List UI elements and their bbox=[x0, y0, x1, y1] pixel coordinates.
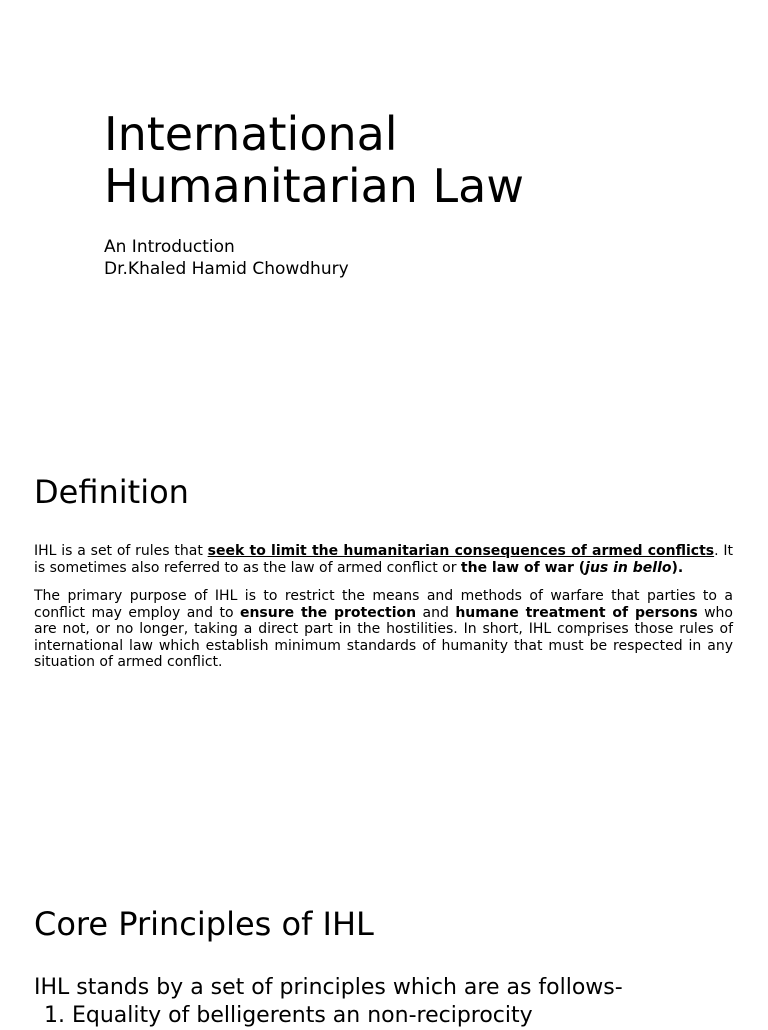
core-principles-intro: IHL stands by a set of principles which are as follows- bbox=[34, 975, 623, 1000]
def-p1-bold-law-of-war: the law of war ( bbox=[460, 559, 586, 576]
core-principles-body bbox=[34, 974, 733, 1030]
def-p2-text-2: and bbox=[416, 604, 456, 621]
subtitle bbox=[104, 236, 724, 280]
def-p2-text-3: who are not, or no longer, taking a direct part in the hostilities. In short, IHL comprises those rules of international law which establish minimum standards of humanity that must be respected in any situation of armed conflict. bbox=[34, 604, 733, 670]
def-p1-bold-underline: seek to limit the humanitarian consequences of armed conflicts bbox=[207, 543, 715, 559]
document-title bbox=[104, 108, 724, 212]
title-slide bbox=[104, 108, 724, 280]
core-principles-list bbox=[34, 1002, 733, 1030]
def-p2-bold-humane-treatment: humane treatment of persons bbox=[455, 604, 698, 621]
def-p1-text-1: IHL is a set of rules that bbox=[34, 543, 208, 559]
subtitle-introduction: An Introduction bbox=[104, 237, 235, 257]
list-item: 1. Equality of belligerents an non-reciprocity bbox=[72, 1002, 733, 1030]
author-name: Dr.Khaled Hamid Chowdhury bbox=[104, 259, 349, 279]
core-principles-heading: Core Principles of IHL bbox=[34, 905, 374, 943]
title-line-2: Humanitarian Law bbox=[104, 159, 524, 213]
def-p2-text-1: The primary purpose of IHL is to restrict the means and methods of warfare that parties to a conflict may employ and to bbox=[34, 588, 733, 621]
definition-heading: Definition bbox=[34, 473, 189, 511]
definition-body bbox=[34, 543, 733, 683]
def-p1-text-2: . It is sometimes also referred to as the law of armed conflict or bbox=[34, 543, 733, 576]
definition-paragraph-2 bbox=[34, 588, 733, 671]
def-p1-bold-close: ). bbox=[671, 559, 684, 576]
definition-paragraph-1 bbox=[34, 543, 733, 576]
def-p1-bold-italic-jus-in-bello: jus in bello bbox=[585, 559, 672, 576]
title-line-1: International bbox=[104, 107, 398, 161]
def-p2-bold-protection: ensure the protection bbox=[239, 604, 417, 621]
